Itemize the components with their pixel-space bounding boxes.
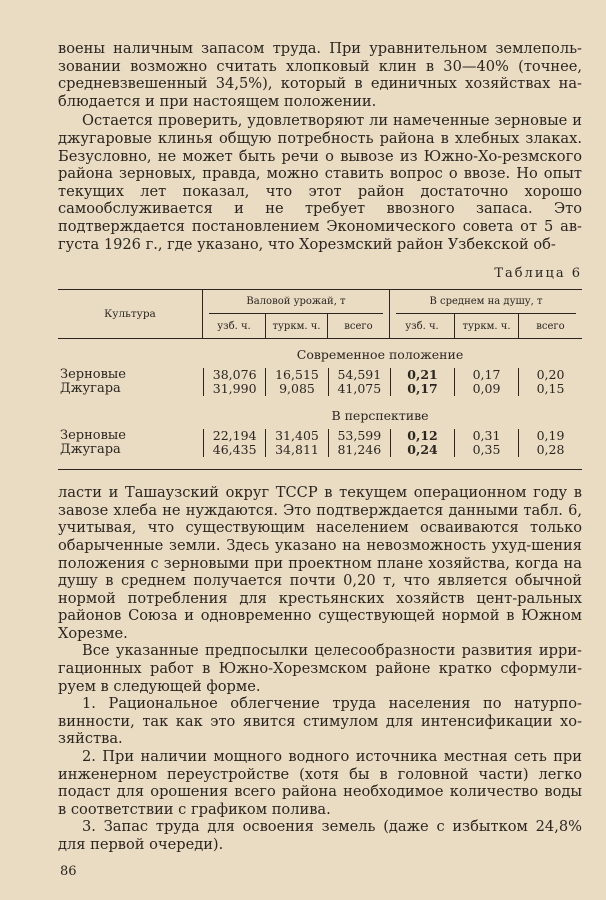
table-cell: 53,599 81,246 [328,429,390,457]
table-row-culture: Зерновые [60,367,126,383]
table-header [58,290,582,339]
section-title: В перспективе [331,408,429,424]
table-cell: 0,21 0,17 [390,368,454,396]
header-group-percapita [390,290,582,338]
page-number: 86 [60,864,77,879]
table-section-rows [58,368,582,396]
table-row-culture: Джугара [60,381,121,397]
table-caption: Таблица 6 [494,266,582,282]
table-cell: 38,076 31,990 [203,368,265,396]
table-row-culture: Зерновые [60,428,126,444]
table-row-culture: Джугара [60,442,121,458]
table-cell: 0,12 0,24 [390,429,454,457]
header-group-gross-title: Валовой урожай, т [209,290,383,314]
table-cell: 0,20 0,15 [518,368,582,396]
table-section-rows [58,429,582,457]
header-group-percapita-title: В среднем на душу, т [396,290,576,314]
paragraph-3: ласти и Ташаузский округ ТССР в текущем операционном году в завозе хлеба не нуждаются. Это подтверждается данными табл. 6, учитывая, что существующим населением осваиваются только обарыченные земли. Здесь указано на невозможность ухуд-шения положения с зерновыми при проектном плане хозяйства, когда на душу в среднем получается почти 0,20 т, что является обычной нормой потребления для крестьянских хозяйств цент-ральных районов Союза и одновременно существующей нормой в Южном Хорезме. [58,484,582,642]
table-cell: 54,591 41,075 [328,368,390,396]
table-cell: 0,19 0,28 [518,429,582,457]
paragraph-2: Остается проверить, удовлетворяют ли намеченные зерновые и джугаровые клинья общую потребность района в хлебных злаках. Безусловно, не может быть речи о вывозе из Южно-Хо-резмского района зерновых, правда, можно ставить вопрос о ввозе. Но опыт текущих лет показал, что этот район достаточно хорошо самообслуживается и не требует ввозного запаса. Это подтверждается постановлением Экономического совета от 5 ав-густа 1926 г., где указано, что Хорезмский район Узбекской об- [58,112,582,253]
subheader-turkm: туркм. ч. [454,314,518,338]
paragraph-5: 1. Рациональное облегчение труда населения по натурпо-винности, так как это явится стимулом для интенсификации хо-зяйства. [58,695,582,748]
table-cell: 0,31 0,35 [454,429,518,457]
table-cell: 31,405 34,811 [265,429,327,457]
subheader-uzb: узб. ч. [217,320,251,332]
table-cell: 22,194 46,435 [203,429,265,457]
data-table [58,289,582,470]
header-group-gross [203,290,390,338]
paragraph-4: Все указанные предпосылки целесообразности развития ирри-гационных работ в Южно-Хорезмском районе кратко сформули-руем в следующей форме. [58,642,582,695]
paragraph-6: 2. При наличии мощного водного источника местная сеть при инженерном переустройстве (хотя бы в головной части) легко подаст для орошения всего района необходимое количество воды в соответствии с графиком полива. [58,748,582,818]
header-culture: Культура [58,290,203,338]
subheader-total: всего [518,314,582,338]
section-title: Современное положение [296,347,464,363]
table-cell: 0,17 0,09 [454,368,518,396]
page-body [58,40,582,854]
paragraph-7: 3. Запас труда для освоения земель (даже с избытком 24,8% для первой очереди). [58,818,582,853]
subheader-total: всего [327,314,389,338]
subheader-uzb: узб. ч. [405,320,439,332]
subheader-turkm: туркм. ч. [265,314,327,338]
table-cell: 16,515 9,085 [265,368,327,396]
paragraph-1: воены наличным запасом труда. При уравнительном землеполь-зовании возможно считать хлопковый клин в 30—40% (точнее, средневзвешенный 34,5%), который в единичных хозяйствах на-блюдается и при настоящем положении. [58,40,582,110]
